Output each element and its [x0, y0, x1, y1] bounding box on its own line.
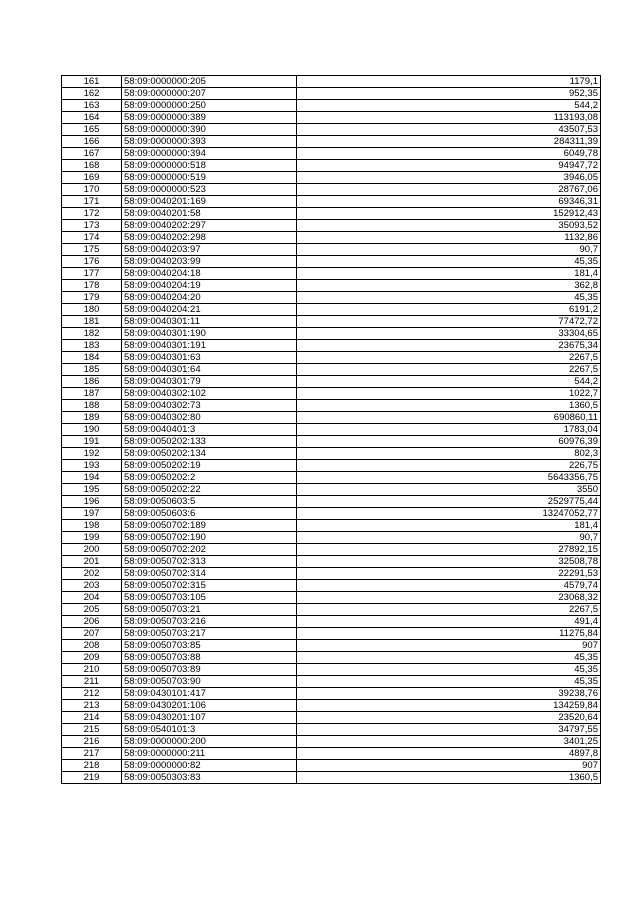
table-row — [62, 280, 601, 292]
table-row — [62, 352, 601, 364]
cadastral-number-cell: 58:09:0040301:79 — [122, 376, 297, 388]
value-cell: 1022,7 — [297, 388, 601, 400]
table-row — [62, 172, 601, 184]
value-cell: 1360,5 — [297, 400, 601, 412]
table-row — [62, 484, 601, 496]
table-row — [62, 460, 601, 472]
cadastral-number-cell: 58:09:0540101:3 — [122, 724, 297, 736]
value-cell: 69346,31 — [297, 196, 601, 208]
cadastral-number-cell: 58:09:0040201:169 — [122, 196, 297, 208]
value-cell: 802,3 — [297, 448, 601, 460]
cadastral-number-cell: 58:09:0050703:21 — [122, 604, 297, 616]
table-row — [62, 640, 601, 652]
cadastral-number-cell: 58:09:0050703:88 — [122, 652, 297, 664]
value-cell: 23675,34 — [297, 340, 601, 352]
value-cell: 181,4 — [297, 520, 601, 532]
cadastral-number-cell: 58:09:0000000:394 — [122, 148, 297, 160]
row-number-cell: 205 — [62, 604, 122, 616]
table-row — [62, 388, 601, 400]
cadastral-number-cell: 58:09:0040204:21 — [122, 304, 297, 316]
row-number-cell: 213 — [62, 700, 122, 712]
value-cell: 27892,15 — [297, 544, 601, 556]
value-cell: 3550 — [297, 484, 601, 496]
value-cell: 3946,05 — [297, 172, 601, 184]
cadastral-number-cell: 58:09:0050702:313 — [122, 556, 297, 568]
row-number-cell: 219 — [62, 772, 122, 784]
row-number-cell: 180 — [62, 304, 122, 316]
row-number-cell: 209 — [62, 652, 122, 664]
cadastral-number-cell: 58:09:0000000:518 — [122, 160, 297, 172]
row-number-cell: 178 — [62, 280, 122, 292]
row-number-cell: 167 — [62, 148, 122, 160]
row-number-cell: 165 — [62, 124, 122, 136]
value-cell: 113193,08 — [297, 112, 601, 124]
cadastral-number-cell: 58:09:0050703:216 — [122, 616, 297, 628]
table-row — [62, 220, 601, 232]
table-row — [62, 532, 601, 544]
cadastral-number-cell: 58:09:0040201:58 — [122, 208, 297, 220]
value-cell: 45,35 — [297, 256, 601, 268]
table-row — [62, 628, 601, 640]
table-row — [62, 88, 601, 100]
value-cell: 907 — [297, 640, 601, 652]
value-cell: 90,7 — [297, 244, 601, 256]
value-cell: 35093,52 — [297, 220, 601, 232]
table-row — [62, 436, 601, 448]
table-row — [62, 712, 601, 724]
cadastral-number-cell: 58:09:0040302:73 — [122, 400, 297, 412]
value-cell: 34797,55 — [297, 724, 601, 736]
cadastral-number-cell: 58:09:0000000:82 — [122, 760, 297, 772]
cadastral-number-cell: 58:09:0040204:19 — [122, 280, 297, 292]
table-row — [62, 676, 601, 688]
cadastral-number-cell: 58:09:0040301:190 — [122, 328, 297, 340]
cadastral-number-cell: 58:09:0430201:106 — [122, 700, 297, 712]
row-number-cell: 173 — [62, 220, 122, 232]
value-cell: 152912,43 — [297, 208, 601, 220]
value-cell: 23068,32 — [297, 592, 601, 604]
row-number-cell: 215 — [62, 724, 122, 736]
cadastral-number-cell: 58:09:0000000:211 — [122, 748, 297, 760]
value-cell: 1179,1 — [297, 76, 601, 88]
table-row — [62, 556, 601, 568]
row-number-cell: 187 — [62, 388, 122, 400]
value-cell: 23520,64 — [297, 712, 601, 724]
table-body — [62, 76, 601, 784]
table-row — [62, 472, 601, 484]
cadastral-number-cell: 58:09:0000000:523 — [122, 184, 297, 196]
table-row — [62, 508, 601, 520]
row-number-cell: 212 — [62, 688, 122, 700]
table-row — [62, 76, 601, 88]
cadastral-number-cell: 58:09:0050703:105 — [122, 592, 297, 604]
cadastral-number-cell: 58:09:0000000:200 — [122, 736, 297, 748]
value-cell: 544,2 — [297, 376, 601, 388]
value-cell: 45,35 — [297, 664, 601, 676]
row-number-cell: 192 — [62, 448, 122, 460]
value-cell: 1783,04 — [297, 424, 601, 436]
row-number-cell: 188 — [62, 400, 122, 412]
cadastral-number-cell: 58:09:0050603:5 — [122, 496, 297, 508]
cadastral-number-cell: 58:09:0050702:314 — [122, 568, 297, 580]
row-number-cell: 163 — [62, 100, 122, 112]
row-number-cell: 196 — [62, 496, 122, 508]
row-number-cell: 161 — [62, 76, 122, 88]
value-cell: 22291,53 — [297, 568, 601, 580]
value-cell: 94947,72 — [297, 160, 601, 172]
value-cell: 690860,11 — [297, 412, 601, 424]
value-cell: 4579,74 — [297, 580, 601, 592]
value-cell: 1360,5 — [297, 772, 601, 784]
row-number-cell: 200 — [62, 544, 122, 556]
value-cell: 11275,84 — [297, 628, 601, 640]
table-row — [62, 328, 601, 340]
value-cell: 134259,84 — [297, 700, 601, 712]
cadastral-number-cell: 58:09:0040301:191 — [122, 340, 297, 352]
table-row — [62, 304, 601, 316]
row-number-cell: 170 — [62, 184, 122, 196]
cadastral-number-cell: 58:09:0050202:134 — [122, 448, 297, 460]
value-cell: 3401,25 — [297, 736, 601, 748]
cadastral-number-cell: 58:09:0000000:390 — [122, 124, 297, 136]
table-row — [62, 292, 601, 304]
value-cell: 491,4 — [297, 616, 601, 628]
row-number-cell: 195 — [62, 484, 122, 496]
value-cell: 544,2 — [297, 100, 601, 112]
table-row — [62, 580, 601, 592]
cadastral-number-cell: 58:09:0040204:18 — [122, 268, 297, 280]
row-number-cell: 175 — [62, 244, 122, 256]
row-number-cell: 203 — [62, 580, 122, 592]
cadastral-number-cell: 58:09:0000000:205 — [122, 76, 297, 88]
row-number-cell: 172 — [62, 208, 122, 220]
cadastral-number-cell: 58:09:0000000:519 — [122, 172, 297, 184]
row-number-cell: 169 — [62, 172, 122, 184]
table-row — [62, 688, 601, 700]
row-number-cell: 216 — [62, 736, 122, 748]
value-cell: 13247052,77 — [297, 508, 601, 520]
value-cell: 226,75 — [297, 460, 601, 472]
cadastral-number-cell: 58:09:0000000:393 — [122, 136, 297, 148]
table-row — [62, 100, 601, 112]
table-row — [62, 748, 601, 760]
value-cell: 181,4 — [297, 268, 601, 280]
table-row — [62, 760, 601, 772]
value-cell: 284311,39 — [297, 136, 601, 148]
cadastral-number-cell: 58:09:0040203:99 — [122, 256, 297, 268]
value-cell: 362,8 — [297, 280, 601, 292]
value-cell: 952,35 — [297, 88, 601, 100]
cadastral-number-cell: 58:09:0040302:80 — [122, 412, 297, 424]
cadastral-number-cell: 58:09:0050702:189 — [122, 520, 297, 532]
table-row — [62, 196, 601, 208]
value-cell: 6191,2 — [297, 304, 601, 316]
table-row — [62, 520, 601, 532]
table-row — [62, 160, 601, 172]
table-row — [62, 136, 601, 148]
cadastral-number-cell: 58:09:0050703:89 — [122, 664, 297, 676]
value-cell: 45,35 — [297, 652, 601, 664]
row-number-cell: 218 — [62, 760, 122, 772]
table-row — [62, 208, 601, 220]
row-number-cell: 185 — [62, 364, 122, 376]
row-number-cell: 183 — [62, 340, 122, 352]
row-number-cell: 189 — [62, 412, 122, 424]
value-cell: 33304,65 — [297, 328, 601, 340]
row-number-cell: 214 — [62, 712, 122, 724]
value-cell: 2267,5 — [297, 352, 601, 364]
cadastral-number-cell: 58:09:0040401:3 — [122, 424, 297, 436]
cadastral-number-cell: 58:09:0050603:6 — [122, 508, 297, 520]
table-row — [62, 340, 601, 352]
row-number-cell: 198 — [62, 520, 122, 532]
table-row — [62, 652, 601, 664]
cadastral-number-cell: 58:09:0050702:190 — [122, 532, 297, 544]
row-number-cell: 174 — [62, 232, 122, 244]
row-number-cell: 184 — [62, 352, 122, 364]
row-number-cell: 207 — [62, 628, 122, 640]
value-cell: 6049,78 — [297, 148, 601, 160]
cadastral-number-cell: 58:09:0430101:417 — [122, 688, 297, 700]
data-table — [61, 75, 601, 784]
cadastral-number-cell: 58:09:0050202:2 — [122, 472, 297, 484]
cadastral-number-cell: 58:09:0040301:64 — [122, 364, 297, 376]
table-row — [62, 412, 601, 424]
cadastral-number-cell: 58:09:0000000:250 — [122, 100, 297, 112]
row-number-cell: 197 — [62, 508, 122, 520]
row-number-cell: 191 — [62, 436, 122, 448]
cadastral-number-cell: 58:09:0040203:97 — [122, 244, 297, 256]
value-cell: 45,35 — [297, 292, 601, 304]
row-number-cell: 208 — [62, 640, 122, 652]
table-row — [62, 496, 601, 508]
value-cell: 2267,5 — [297, 604, 601, 616]
table-row — [62, 232, 601, 244]
cadastral-number-cell: 58:09:0040204:20 — [122, 292, 297, 304]
cadastral-number-cell: 58:09:0040301:63 — [122, 352, 297, 364]
value-cell: 43507,53 — [297, 124, 601, 136]
row-number-cell: 168 — [62, 160, 122, 172]
row-number-cell: 201 — [62, 556, 122, 568]
table-row — [62, 700, 601, 712]
row-number-cell: 166 — [62, 136, 122, 148]
table-row — [62, 568, 601, 580]
value-cell: 4897,8 — [297, 748, 601, 760]
table-row — [62, 736, 601, 748]
table-row — [62, 316, 601, 328]
row-number-cell: 202 — [62, 568, 122, 580]
value-cell: 90,7 — [297, 532, 601, 544]
cadastral-number-cell: 58:09:0050703:217 — [122, 628, 297, 640]
row-number-cell: 162 — [62, 88, 122, 100]
row-number-cell: 193 — [62, 460, 122, 472]
row-number-cell: 217 — [62, 748, 122, 760]
value-cell: 77472,72 — [297, 316, 601, 328]
row-number-cell: 181 — [62, 316, 122, 328]
cadastral-number-cell: 58:09:0050702:315 — [122, 580, 297, 592]
row-number-cell: 182 — [62, 328, 122, 340]
cadastral-number-cell: 58:09:0000000:207 — [122, 88, 297, 100]
value-cell: 2267,5 — [297, 364, 601, 376]
cadastral-number-cell: 58:09:0050702:202 — [122, 544, 297, 556]
cadastral-number-cell: 58:09:0050202:133 — [122, 436, 297, 448]
table-row — [62, 772, 601, 784]
table-row — [62, 724, 601, 736]
table-row — [62, 424, 601, 436]
row-number-cell: 186 — [62, 376, 122, 388]
table-row — [62, 268, 601, 280]
row-number-cell: 206 — [62, 616, 122, 628]
table-row — [62, 244, 601, 256]
cadastral-number-cell: 58:09:0050303:83 — [122, 772, 297, 784]
cadastral-number-cell: 58:09:0430201:107 — [122, 712, 297, 724]
table-row — [62, 616, 601, 628]
row-number-cell: 194 — [62, 472, 122, 484]
cadastral-number-cell: 58:09:0040302:102 — [122, 388, 297, 400]
row-number-cell: 211 — [62, 676, 122, 688]
row-number-cell: 177 — [62, 268, 122, 280]
table-row — [62, 364, 601, 376]
row-number-cell: 179 — [62, 292, 122, 304]
cadastral-number-cell: 58:09:0040301:11 — [122, 316, 297, 328]
table-row — [62, 400, 601, 412]
table-row — [62, 256, 601, 268]
value-cell: 1132,86 — [297, 232, 601, 244]
row-number-cell: 204 — [62, 592, 122, 604]
table-row — [62, 544, 601, 556]
row-number-cell: 190 — [62, 424, 122, 436]
cadastral-number-cell: 58:09:0050703:85 — [122, 640, 297, 652]
row-number-cell: 171 — [62, 196, 122, 208]
row-number-cell: 164 — [62, 112, 122, 124]
table-row — [62, 124, 601, 136]
row-number-cell: 199 — [62, 532, 122, 544]
table-row — [62, 376, 601, 388]
cadastral-number-cell: 58:09:0050202:19 — [122, 460, 297, 472]
cadastral-number-cell: 58:09:0050703:90 — [122, 676, 297, 688]
cadastral-number-cell: 58:09:0040202:298 — [122, 232, 297, 244]
table-row — [62, 604, 601, 616]
table-row — [62, 592, 601, 604]
value-cell: 39238,76 — [297, 688, 601, 700]
value-cell: 60976,39 — [297, 436, 601, 448]
value-cell: 32508,78 — [297, 556, 601, 568]
value-cell: 5643356,75 — [297, 472, 601, 484]
table-row — [62, 664, 601, 676]
table-row — [62, 112, 601, 124]
cadastral-number-cell: 58:09:0050202:22 — [122, 484, 297, 496]
value-cell: 28767,06 — [297, 184, 601, 196]
value-cell: 45,35 — [297, 676, 601, 688]
row-number-cell: 210 — [62, 664, 122, 676]
value-cell: 907 — [297, 760, 601, 772]
value-cell: 2529775,44 — [297, 496, 601, 508]
cadastral-number-cell: 58:09:0040202:297 — [122, 220, 297, 232]
table-row — [62, 148, 601, 160]
table-row — [62, 184, 601, 196]
row-number-cell: 176 — [62, 256, 122, 268]
cadastral-number-cell: 58:09:0000000:389 — [122, 112, 297, 124]
table-row — [62, 448, 601, 460]
